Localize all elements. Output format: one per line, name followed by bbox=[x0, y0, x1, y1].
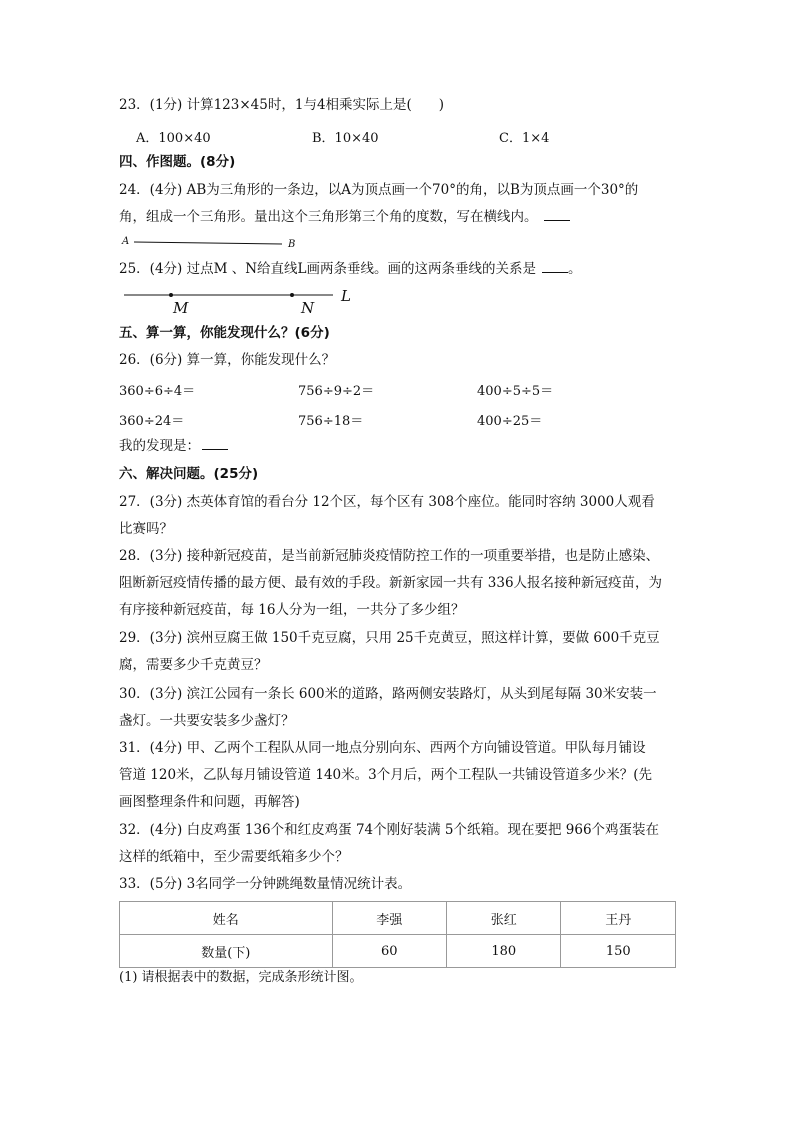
q26-answer-blank bbox=[202, 437, 228, 450]
q24-answer-blank bbox=[544, 208, 570, 221]
table-cell: 60 bbox=[332, 935, 446, 968]
table-header-row bbox=[120, 902, 676, 935]
q25-stem-line bbox=[119, 259, 581, 279]
q25-stem: 25．(4分) 过点M 、N给直线L画两条垂线。画的这两条垂线的关系是 bbox=[119, 261, 536, 277]
point-m bbox=[169, 293, 173, 297]
q23-option-a: A．100×40 bbox=[136, 131, 211, 146]
section-6-title: 六、解决问题。(25分) bbox=[119, 466, 259, 482]
table-row bbox=[120, 935, 676, 968]
q26-calc-4: 360÷24＝ bbox=[119, 414, 185, 429]
segment-ab bbox=[119, 235, 309, 251]
q30-line-1: 30．(3分) 滨江公园有一条长 600米的道路，路两侧安装路灯，从头到尾每隔 30米安装一 bbox=[119, 686, 657, 702]
label-b: B bbox=[288, 239, 296, 250]
q25-answer-blank bbox=[542, 260, 568, 273]
q32-line-1: 32．(4分) 白皮鸡蛋 136个和红皮鸡蛋 74个刚好装满 5个纸箱。现在要把 966个鸡蛋装在 bbox=[119, 822, 660, 838]
table-header-cell: 王丹 bbox=[561, 902, 676, 935]
q26-calc-3: 400÷5÷5＝ bbox=[477, 384, 554, 399]
q27-line-1: 27．(3分) 杰英体育馆的看台分 12个区，每个区有 308个座位。能同时容纳 3000人观看 bbox=[119, 494, 655, 510]
q28-line-1: 28．(3分) 接种新冠疫苗，是当前新冠肺炎疫情防控工作的一项重要举措，也是防止感染、 bbox=[119, 548, 660, 564]
q23-option-c: C．1×4 bbox=[499, 131, 550, 146]
q28-line-2: 阻断新冠疫情传播的最方便、最有效的手段。新新家园一共有 336人报名接种新冠疫苗，为 bbox=[119, 575, 663, 591]
q26-finding-line bbox=[119, 436, 228, 456]
q27-line-2: 比赛吗？ bbox=[119, 521, 173, 537]
q28-line-3: 有序接种新冠疫苗，每 16人分为一组，一共分了多少组？ bbox=[119, 602, 465, 618]
line-l bbox=[119, 286, 349, 306]
label-n: N bbox=[301, 299, 315, 317]
label-m: M bbox=[173, 299, 189, 317]
q26-calc-1: 360÷6÷4＝ bbox=[119, 384, 196, 399]
label-l: L bbox=[341, 287, 351, 305]
q23-option-b: B．10×40 bbox=[312, 131, 379, 146]
q33-stem: 33．(5分) 3名同学一分钟跳绳数量情况统计表。 bbox=[119, 876, 412, 892]
q31-line-1: 31．(4分) 甲、乙两个工程队从同一地点分别向东、西两个方向铺设管道。甲队每月铺设 bbox=[119, 740, 646, 756]
point-n bbox=[290, 293, 294, 297]
q29-line-2: 腐，需要多少千克黄豆？ bbox=[119, 657, 268, 673]
q24-line-2-text: 角，组成一个三角形。量出这个三角形第三个角的度数，写在横线内。 bbox=[119, 209, 538, 225]
q33-sub-1: (1) 请根据表中的数据，完成条形统计图。 bbox=[119, 970, 363, 985]
table-cell: 150 bbox=[561, 935, 676, 968]
q29-line-1: 29．(3分) 滨州豆腐王做 150千克豆腐，只用 25千克黄豆，照这样计算，要做 600千克豆 bbox=[119, 630, 660, 646]
label-a: A bbox=[122, 236, 130, 247]
q31-line-2: 管道 120米，乙队每月铺设管道 140米。3个月后，两个工程队一共铺设管道多少米？(先 bbox=[119, 767, 652, 783]
q26-calc-5: 756÷18＝ bbox=[298, 414, 364, 429]
q26-stem: 26．(6分) 算一算，你能发现什么？ bbox=[119, 352, 336, 368]
segment-ab-line bbox=[134, 242, 282, 244]
q26-finding: 我的发现是： bbox=[119, 438, 200, 454]
q24-line-2 bbox=[119, 207, 570, 227]
table-header-cell: 张红 bbox=[447, 902, 561, 935]
q25-period: 。 bbox=[567, 261, 582, 277]
table-header-cell: 姓名 bbox=[120, 902, 333, 935]
table-header-cell: 李强 bbox=[332, 902, 446, 935]
q23-stem: 23．(1分) 计算123×45时，1与4相乘实际上是( ) bbox=[119, 97, 445, 113]
q30-line-2: 盏灯。一共要安装多少盏灯？ bbox=[119, 713, 295, 729]
table-cell: 180 bbox=[447, 935, 561, 968]
q26-calc-2: 756÷9÷2＝ bbox=[298, 384, 375, 399]
q32-line-2: 这样的纸箱中，至少需要纸箱多少个？ bbox=[119, 849, 349, 865]
q26-calc-6: 400÷25＝ bbox=[477, 414, 543, 429]
table-cell: 数量(下) bbox=[120, 935, 333, 968]
section-5-title: 五、算一算，你能发现什么？(6分) bbox=[119, 325, 330, 341]
q31-line-3: 画图整理条件和问题，再解答) bbox=[119, 794, 300, 810]
jump-rope-table bbox=[119, 901, 676, 968]
q24-line-1: 24．(4分) AB为三角形的一条边，以A为顶点画一个70°的角，以B为顶点画一个30°的 bbox=[119, 182, 639, 198]
section-4-title: 四、作图题。(8分) bbox=[119, 154, 236, 170]
